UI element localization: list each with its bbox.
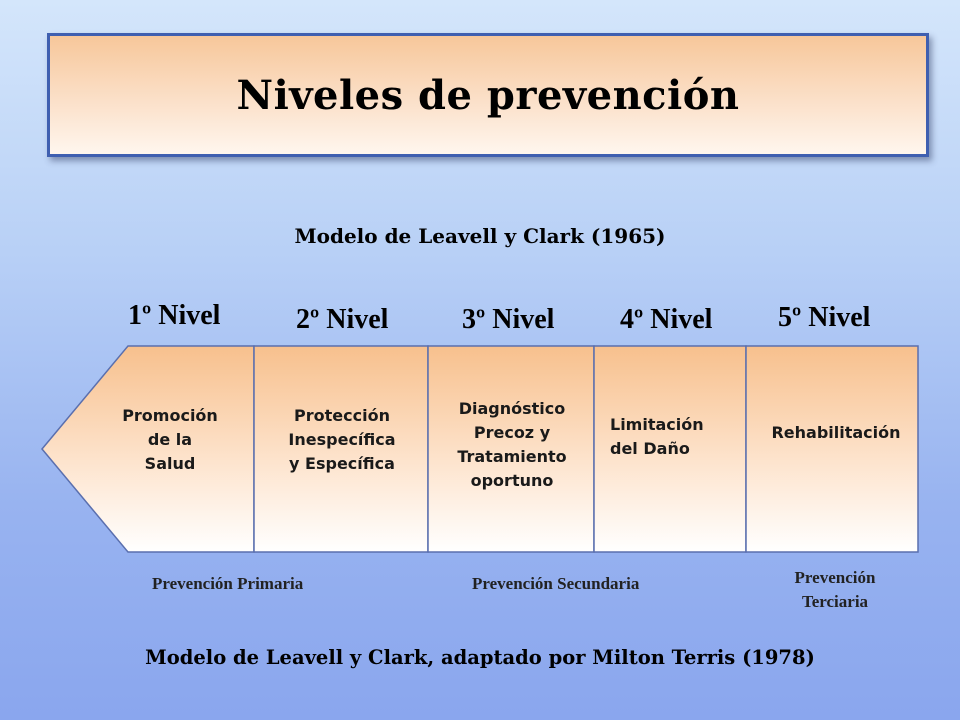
footer-caption: Modelo de Leavell y Clark, adaptado por Milton Terris (1978) — [145, 646, 815, 669]
prevention-primary: Prevención Primaria — [152, 574, 304, 593]
level-5-box — [746, 346, 918, 552]
level-4-text: Limitación del Daño — [610, 415, 704, 458]
model-subtitle: Modelo de Leavell y Clark (1965) — [294, 224, 666, 248]
level-5-label: 5º Nivel — [778, 302, 871, 333]
level-2-text: Protección Inespecífica y Específica — [288, 406, 396, 473]
level-2-label: 2º Nivel — [296, 304, 389, 335]
level-3-text: Diagnóstico Precoz y Tratamiento oportuno — [457, 399, 567, 490]
level-3-label: 3º Nivel — [462, 304, 555, 335]
prevention-tertiary: Prevención Terciaria — [794, 568, 876, 611]
level-1-label: 1º Nivel — [128, 300, 221, 331]
level-1-text: Promoción de la Salud — [122, 406, 218, 473]
level-5-text: Rehabilitación — [771, 423, 901, 442]
prevention-secondary: Prevención Secundaria — [472, 574, 640, 593]
level-4-label: 4º Nivel — [620, 304, 713, 335]
page-title: Niveles de prevención — [236, 71, 740, 119]
